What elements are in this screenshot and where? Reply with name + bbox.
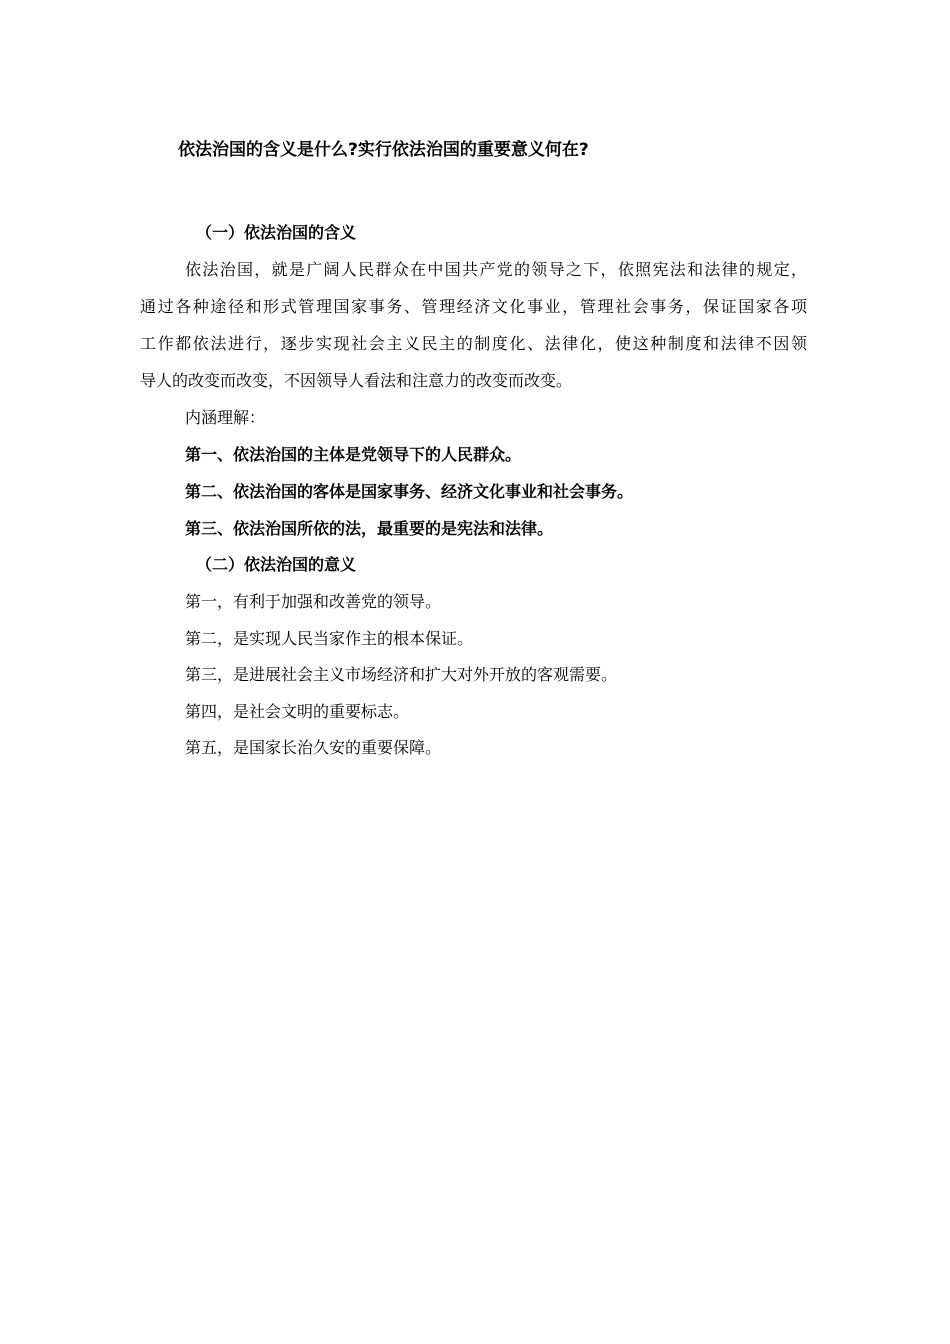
connotation-label: 内涵理解： [185, 408, 266, 427]
significance-point: 第三，是进展社会主义市场经济和扩大对外开放的客观需要。 [185, 665, 618, 684]
paragraph-line: 依法治国，就是广阔人民群众在中国共产党的领导之下，依照宪法和法律的规定， [185, 260, 807, 279]
significance-point: 第四，是社会文明的重要标志。 [185, 702, 410, 721]
significance-point: 第二，是实现人民当家作主的根本保证。 [185, 629, 474, 648]
significance-point: 第五，是国家长治久安的重要保障。 [185, 738, 442, 757]
paragraph-line: 工作都依法进行，逐步实现社会主义民主的制度化、法律化，使这种制度和法律不因领 [140, 334, 807, 353]
section2-heading: （二）依法治国的意义 [196, 555, 357, 574]
section1-heading: （一）依法治国的含义 [196, 223, 357, 242]
paragraph-line: 导人的改变而改变，不因领导人看法和注意力的改变而改变。 [140, 371, 573, 390]
connotation-point: 第三、依法治国所依的法，最重要的是宪法和法律。 [185, 519, 554, 538]
connotation-point: 第一、依法治国的主体是党领导下的人民群众。 [185, 445, 522, 464]
document-title: 依法治国的含义是什么?实行依法治国的重要意义何在? [178, 140, 589, 160]
connotation-point: 第二、依法治国的客体是国家事务、经济文化事业和社会事务。 [185, 482, 634, 501]
paragraph-line: 通过各种途径和形式管理国家事务、管理经济文化事业，管理社会事务，保证国家各项 [140, 297, 807, 316]
significance-point: 第一，有利于加强和改善党的领导。 [185, 592, 442, 611]
